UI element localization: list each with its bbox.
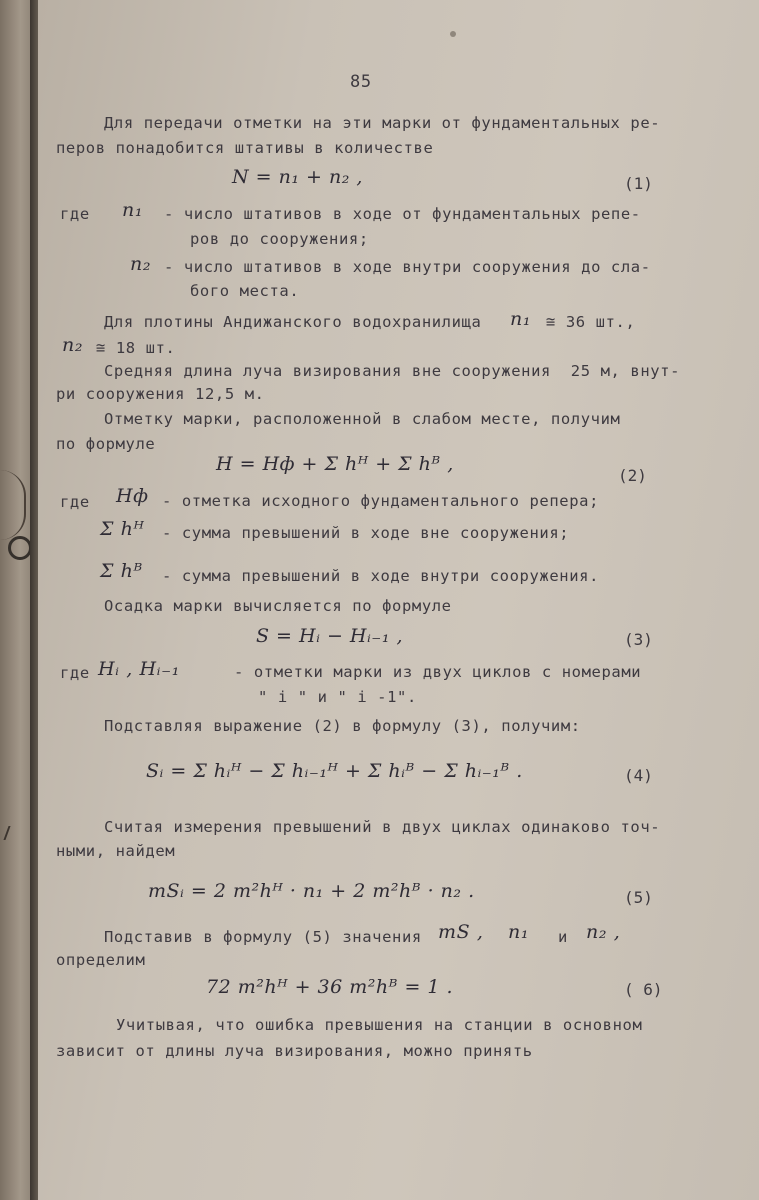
equation-5: mSᵢ = 2 m²hᴴ · n₁ + 2 m²hᴮ · n₂ .	[148, 880, 475, 902]
document-page	[38, 0, 759, 1200]
gde-label: где	[60, 205, 90, 223]
equation-1: N = n₁ + n₂ ,	[232, 166, 363, 188]
definition-line: бого места.	[190, 282, 300, 300]
symbol-n2: n₂	[130, 253, 152, 275]
equation-number: (5)	[624, 888, 653, 907]
symbol-sum-h: Σ hᴴ	[100, 518, 145, 540]
definition-line: " i " и " i -1".	[258, 688, 417, 706]
paragraph-line: перов понадобится штативы в количестве	[56, 139, 434, 157]
equation-number: (4)	[624, 766, 653, 785]
paragraph-line: зависит от длины луча визирования, можно принять	[56, 1042, 533, 1060]
definition-line: - отметки марки из двух циклов с номерами	[234, 663, 642, 681]
symbol-ms: mS ,	[438, 921, 484, 943]
paper-speck	[450, 31, 456, 37]
facing-page-edge	[0, 0, 34, 1200]
symbol-n1: n₁	[510, 308, 532, 330]
page-number: 85	[350, 72, 372, 92]
symbol-sum-b: Σ hᴮ	[100, 560, 143, 582]
symbol-n2: n₂	[62, 334, 84, 356]
conjunction: и	[558, 928, 568, 946]
symbol-n2: n₂ ,	[586, 921, 621, 943]
paragraph-line: Учитывая, что ошибка превышения на станции в основном	[116, 1016, 643, 1034]
equation-4: Sᵢ = Σ hᵢᴴ − Σ hᵢ₋₁ᴴ + Σ hᵢᴮ − Σ hᵢ₋₁ᴮ .	[146, 760, 523, 782]
paragraph-line: по формуле	[56, 435, 156, 453]
definition-line: - сумма превышений в ходе вне сооружения;	[162, 524, 570, 542]
equation-2: H = Hф + Σ hᴴ + Σ hᴮ ,	[216, 453, 454, 475]
paragraph-line: Отметку марки, расположенной в слабом месте, получим	[104, 410, 621, 428]
symbol-hi: Hᵢ , Hᵢ₋₁	[98, 658, 180, 680]
definition-line: - отметка исходного фундаментального репера;	[162, 492, 599, 510]
paragraph-line: Осадка марки вычисляется по формуле	[104, 597, 452, 615]
definition-line: ров до сооружения;	[190, 230, 369, 248]
paragraph-line: Подставив в формулу (5) значения	[104, 928, 422, 946]
paragraph-line: Средняя длина луча визирования вне сооружения 25 м, внут-	[104, 362, 681, 380]
equation-3: S = Hᵢ − Hᵢ₋₁ ,	[256, 625, 404, 647]
equation-6: 72 m²hᴴ + 36 m²hᴮ = 1 .	[206, 976, 454, 998]
paragraph-line: ри сооружения 12,5 м.	[56, 385, 265, 403]
definition-line: - число штативов в ходе внутри сооружения до сла-	[164, 258, 651, 276]
symbol-hf: Hф	[116, 485, 149, 507]
paragraph-line: Подставляя выражение (2) в формулу (3), получим:	[104, 717, 581, 735]
paragraph-line: Для передачи отметки на эти марки от фундаментальных ре-	[104, 114, 661, 132]
equation-number: (3)	[624, 630, 653, 649]
definition-line: - сумма превышений в ходе внутри сооружения.	[162, 567, 599, 585]
equation-number: (2)	[618, 466, 647, 485]
binding-ring	[8, 536, 32, 560]
paragraph-line: Считая измерения превышений в двух циклах одинаково точ-	[104, 818, 661, 836]
equation-number: (1)	[624, 174, 653, 193]
equation-number: ( 6)	[624, 980, 663, 999]
symbol-n1: n₁	[122, 199, 144, 221]
definition-line: - число штативов в ходе от фундаментальных репе-	[164, 205, 641, 223]
symbol-n1: n₁	[508, 921, 530, 943]
paragraph-line: Для плотины Андижанского водохранилища	[104, 313, 482, 331]
paragraph-line: определим	[56, 951, 146, 969]
value-text: ≅ 36 шт.,	[546, 313, 636, 331]
value-text: ≅ 18 шт.	[96, 339, 176, 357]
gde-label: где	[60, 493, 90, 511]
gde-label: где	[60, 664, 90, 682]
paragraph-line: ными, найдем	[56, 842, 176, 860]
